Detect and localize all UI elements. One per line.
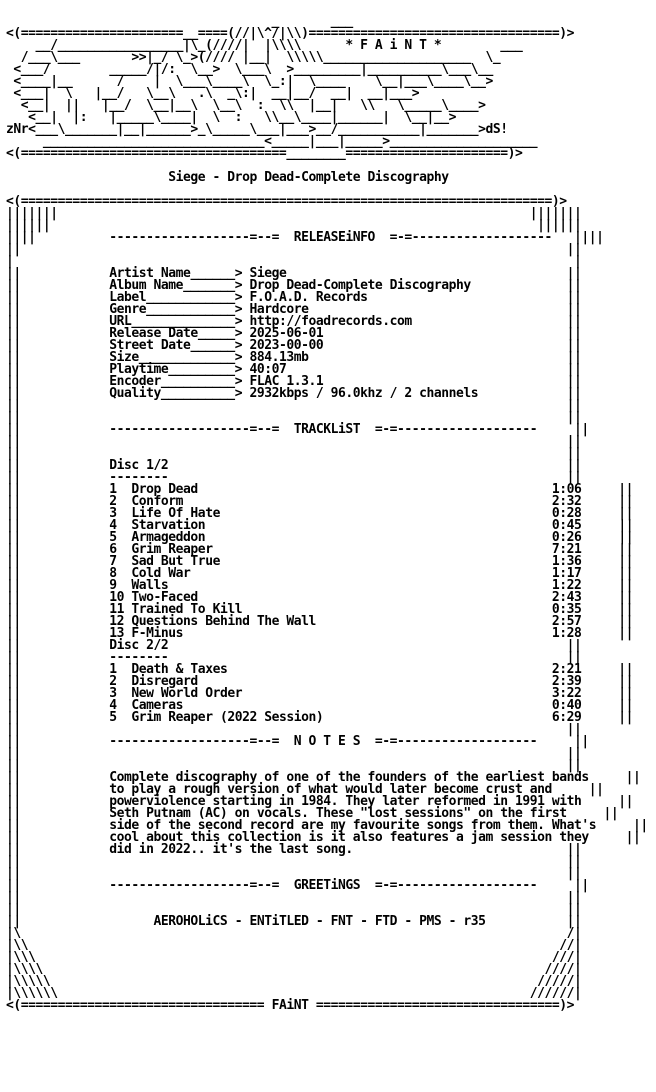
info-leader: __________> bbox=[160, 374, 250, 389]
ascii-decoration: || bbox=[6, 650, 58, 665]
info-value: 40:07 bbox=[249, 362, 287, 377]
ascii-decoration: || bbox=[581, 566, 634, 581]
ascii-decoration: || bbox=[6, 662, 58, 677]
ascii-decoration: /////| bbox=[529, 974, 582, 989]
ascii-decoration: || bbox=[6, 290, 58, 305]
track-title: Grim Reaper (2022 Session) bbox=[131, 710, 324, 725]
section-title-releaseinfo: RELEASEiNFO bbox=[293, 230, 375, 245]
track-title: Armageddon bbox=[131, 530, 206, 545]
ascii-decoration: //| bbox=[529, 938, 582, 953]
info-value: Drop Dead-Complete Discography bbox=[249, 278, 471, 293]
ascii-decoration: || bbox=[6, 854, 58, 869]
track-number: 6 bbox=[109, 542, 132, 557]
ascii-decoration: || bbox=[581, 578, 634, 593]
track-number: 1 bbox=[109, 662, 132, 677]
track-time: 1:36 bbox=[551, 554, 582, 569]
track-number: 4 bbox=[109, 518, 132, 533]
ascii-decoration: || bbox=[6, 434, 58, 449]
notes-text: powerviolence starting in 1984. They later reformed in 1991 with bbox=[109, 794, 582, 809]
ascii-decoration: || bbox=[6, 278, 58, 293]
track-title: Sad But True bbox=[131, 554, 220, 569]
ascii-decoration: || bbox=[537, 878, 589, 893]
track-time: 0:40 bbox=[551, 698, 582, 713]
track-number: 7 bbox=[109, 554, 132, 569]
ascii-decoration: || bbox=[6, 266, 58, 281]
notes-text: to play a rough version of what would later become crust and bbox=[109, 782, 552, 797]
ascii-decoration: || bbox=[6, 746, 58, 761]
section-rule: -------------------=--= bbox=[109, 734, 294, 749]
notes-text: cool about this collection is it also features a jam session they bbox=[109, 830, 589, 845]
ascii-decoration: || bbox=[6, 674, 58, 689]
ascii-decoration: |\\\\ bbox=[6, 962, 58, 977]
track-number: 12 bbox=[109, 614, 132, 629]
ascii-decoration: || bbox=[6, 506, 58, 521]
info-leader: __________> bbox=[160, 386, 250, 401]
ascii-decoration: || bbox=[581, 518, 634, 533]
track-title: New World Order bbox=[131, 686, 243, 701]
ascii-decoration: || bbox=[6, 842, 58, 857]
ascii-decoration: | bbox=[6, 254, 58, 269]
ascii-decoration: || bbox=[529, 350, 582, 365]
logo-art: <____|__ / | \___\____\ \_:| \____ \__|___\____\__> bbox=[6, 74, 508, 89]
ascii-decoration: || bbox=[581, 614, 634, 629]
ascii-decoration: || bbox=[6, 494, 58, 509]
info-label: Street Date bbox=[109, 338, 191, 353]
info-label: Size bbox=[109, 350, 139, 365]
ascii-decoration: || bbox=[529, 746, 582, 761]
track-number: 1 bbox=[109, 482, 132, 497]
ascii-decoration: || bbox=[566, 806, 619, 821]
ascii-decoration: || bbox=[6, 398, 58, 413]
track-time: 1:28 bbox=[551, 626, 582, 641]
track-title: F-Minus bbox=[131, 626, 184, 641]
logo-art: __/_________________|\_(////| |\\\\ * F A i N T * ___ bbox=[6, 38, 552, 53]
track-title: Drop Dead bbox=[131, 482, 198, 497]
logo-art: zNr<___\_______|__|______>_\_____\___|___>__/___________|_______>dS! bbox=[6, 122, 508, 137]
ascii-decoration: || bbox=[529, 374, 582, 389]
track-title: Starvation bbox=[131, 518, 206, 533]
release-title: Siege - Drop Dead-Complete Discography bbox=[168, 170, 449, 185]
spacer bbox=[264, 998, 271, 1013]
ascii-decoration: || bbox=[529, 638, 582, 653]
ascii-decoration: |\\ bbox=[6, 938, 58, 953]
ascii-decoration: || bbox=[6, 530, 58, 545]
ascii-decoration: || bbox=[6, 302, 58, 317]
track-title: Questions Behind The Wall bbox=[131, 614, 316, 629]
track-title: Two-Faced bbox=[131, 590, 198, 605]
track-time: 0:35 bbox=[551, 602, 582, 617]
ascii-decoration: |\ bbox=[6, 926, 58, 941]
ascii-decoration: || bbox=[6, 686, 58, 701]
ascii-decoration: || bbox=[6, 602, 58, 617]
ascii-decoration: |||||| bbox=[529, 218, 582, 233]
track-time: 3:22 bbox=[551, 686, 582, 701]
ascii-decoration: ||||||| bbox=[6, 206, 58, 221]
ascii-decoration: || bbox=[6, 542, 58, 557]
frame-bottom-border: <(================================= bbox=[6, 998, 265, 1013]
track-time: 2:32 bbox=[551, 494, 582, 509]
ascii-decoration: ///| bbox=[529, 950, 582, 965]
info-label: Playtime bbox=[109, 362, 169, 377]
track-time: 2:39 bbox=[551, 674, 582, 689]
ascii-decoration: || bbox=[6, 890, 58, 905]
ascii-decoration: || bbox=[6, 242, 58, 257]
info-label: Artist Name bbox=[109, 266, 191, 281]
logo-art: <(======================__====(//|\^/|\\)==================================)> bbox=[6, 26, 575, 41]
ascii-decoration: || bbox=[529, 398, 582, 413]
ascii-decoration: || bbox=[6, 902, 58, 917]
track-number: 2 bbox=[109, 674, 132, 689]
ascii-decoration: || bbox=[529, 434, 582, 449]
info-value: http://foadrecords.com bbox=[249, 314, 412, 329]
info-leader: ____________> bbox=[146, 302, 250, 317]
ascii-decoration: || bbox=[581, 590, 634, 605]
logo-art: /___\___ >>|_/ \_>(//// |__| \\\\\____________________ \_ bbox=[6, 50, 538, 65]
ascii-decoration: || bbox=[529, 446, 582, 461]
ascii-decoration: || bbox=[6, 818, 58, 833]
ascii-decoration: || bbox=[529, 854, 582, 869]
ascii-decoration: || bbox=[6, 458, 58, 473]
disc-title: Disc 1/2 bbox=[109, 458, 169, 473]
ascii-decoration: || bbox=[6, 878, 58, 893]
ascii-decoration: || bbox=[529, 362, 582, 377]
logo-art: <___/ _____/|/: \__> \___\ >_________|__________\___\__ bbox=[6, 62, 530, 77]
ascii-decoration: || bbox=[529, 722, 582, 737]
ascii-decoration: || bbox=[537, 734, 589, 749]
disc-title: Disc 2/2 bbox=[109, 638, 169, 653]
section-rule: =-=------------------- bbox=[374, 230, 552, 245]
ascii-decoration: || bbox=[581, 626, 634, 641]
info-value: 2025-06-01 bbox=[249, 326, 324, 341]
ascii-decoration: || bbox=[6, 482, 58, 497]
ascii-decoration: || bbox=[6, 830, 58, 845]
section-title-greetings: GREETiNGS bbox=[293, 878, 361, 893]
notes-text: side of the second record are my favourite songs from them. What's bbox=[109, 818, 597, 833]
info-value: 884.13mb bbox=[249, 350, 309, 365]
track-number: 8 bbox=[109, 566, 132, 581]
frame-bottom-border: =================================)> bbox=[315, 998, 575, 1013]
info-label: Encoder bbox=[109, 374, 161, 389]
ascii-decoration: || bbox=[6, 794, 58, 809]
track-title: Grim Reaper bbox=[131, 542, 213, 557]
ascii-decoration: || bbox=[529, 278, 582, 293]
track-title: Life Of Hate bbox=[131, 506, 220, 521]
ascii-decoration: || bbox=[529, 842, 582, 857]
info-leader: _________> bbox=[168, 362, 250, 377]
track-title: Cold War bbox=[131, 566, 191, 581]
section-rule: =-=------------------- bbox=[360, 734, 538, 749]
ascii-decoration: || bbox=[529, 386, 582, 401]
ascii-decoration: || bbox=[529, 650, 582, 665]
track-number: 2 bbox=[109, 494, 132, 509]
ascii-decoration: || bbox=[529, 890, 582, 905]
track-number: 13 bbox=[109, 626, 132, 641]
ascii-decoration: || bbox=[529, 326, 582, 341]
ascii-decoration: || bbox=[581, 686, 634, 701]
track-title: Disregard bbox=[131, 674, 198, 689]
ascii-decoration: || bbox=[581, 494, 634, 509]
track-time: 0:45 bbox=[551, 518, 582, 533]
track-time: 1:22 bbox=[551, 578, 582, 593]
ascii-decoration: || bbox=[6, 578, 58, 593]
info-leader: ______> bbox=[190, 338, 250, 353]
ascii-decoration: || bbox=[529, 866, 582, 881]
ascii-decoration: || bbox=[529, 410, 582, 425]
track-time: 0:26 bbox=[551, 530, 582, 545]
track-time: 6:29 bbox=[551, 710, 582, 725]
ascii-decoration: || bbox=[529, 458, 582, 473]
track-number: 4 bbox=[109, 698, 132, 713]
ascii-decoration: || bbox=[6, 866, 58, 881]
ascii-decoration: || bbox=[588, 830, 641, 845]
ascii-decoration: /| bbox=[529, 926, 582, 941]
info-label: Genre bbox=[109, 302, 147, 317]
track-time: 2:43 bbox=[551, 590, 582, 605]
notes-text: Seth Putnam (AC) on vocals. These "lost sessions" on the first bbox=[109, 806, 567, 821]
ascii-decoration: || bbox=[581, 698, 634, 713]
ascii-decoration: || bbox=[6, 338, 58, 353]
info-leader: _____________> bbox=[138, 350, 250, 365]
ascii-decoration: || bbox=[529, 338, 582, 353]
info-leader: ______________> bbox=[131, 314, 250, 329]
ascii-decoration: || bbox=[6, 518, 58, 533]
disc-rule: -------- bbox=[109, 650, 169, 665]
logo-art-line bbox=[6, 148, 656, 160]
greetings-text: AEROHOLiCS - ENTiTLED - FNT - FTD - PMS - r35 bbox=[153, 914, 486, 929]
spacer bbox=[6, 170, 168, 185]
ascii-decoration: || bbox=[6, 614, 58, 629]
track-time: 7:21 bbox=[551, 542, 582, 557]
track-title: Death & Taxes bbox=[131, 662, 228, 677]
ascii-decoration: || bbox=[6, 422, 58, 437]
ascii-decoration: || bbox=[6, 350, 58, 365]
ascii-decoration: || bbox=[581, 674, 634, 689]
ascii-decoration: || bbox=[6, 806, 58, 821]
ascii-decoration: | bbox=[529, 254, 582, 269]
logo-art: ______________________________<_____|___|_____>____________________ bbox=[6, 134, 560, 149]
track-title: Cameras bbox=[131, 698, 184, 713]
ascii-decoration: |||| bbox=[6, 230, 58, 245]
section-rule: -------------------=--= bbox=[109, 422, 294, 437]
ascii-decoration: || bbox=[6, 734, 58, 749]
ascii-decoration: || bbox=[551, 782, 604, 797]
ascii-decoration: |\\\ bbox=[6, 950, 58, 965]
track-time: 0:28 bbox=[551, 506, 582, 521]
ascii-decoration: || bbox=[6, 386, 58, 401]
ascii-decoration: || bbox=[529, 902, 582, 917]
ascii-decoration: || bbox=[596, 818, 648, 833]
disc-rule: -------- bbox=[109, 470, 169, 485]
spacer bbox=[308, 998, 315, 1013]
section-rule: -------------------=--= bbox=[109, 878, 294, 893]
ascii-decoration: || bbox=[6, 914, 58, 929]
ascii-decoration: || bbox=[6, 554, 58, 569]
info-value: 2932kbps / 96.0khz / 2 channels bbox=[249, 386, 479, 401]
info-value: FLAC 1.3.1 bbox=[249, 374, 324, 389]
frame-bottom bbox=[6, 1000, 656, 1012]
info-label: Quality bbox=[109, 386, 161, 401]
ascii-decoration: || bbox=[6, 758, 58, 773]
ascii-decoration: || bbox=[581, 794, 634, 809]
release-title-line bbox=[6, 172, 656, 184]
footer-group-name: FAiNT bbox=[271, 998, 309, 1013]
ascii-decoration: || bbox=[6, 410, 58, 425]
section-title-notes: N O T E S bbox=[293, 734, 361, 749]
ascii-decoration: || bbox=[6, 698, 58, 713]
section-rule: =-=------------------- bbox=[360, 422, 538, 437]
track-number: 5 bbox=[109, 710, 132, 725]
track-title: Trained To Kill bbox=[131, 602, 243, 617]
ascii-decoration: || bbox=[6, 314, 58, 329]
ascii-decoration: || bbox=[529, 914, 582, 929]
ascii-decoration: || bbox=[6, 470, 58, 485]
ascii-decoration: || bbox=[529, 758, 582, 773]
section-rule: =-=------------------- bbox=[360, 878, 538, 893]
ascii-decoration: || bbox=[6, 770, 58, 785]
ascii-decoration: || bbox=[6, 710, 58, 725]
ascii-decoration: || bbox=[6, 326, 58, 341]
ascii-decoration: || bbox=[6, 782, 58, 797]
ascii-decoration: || bbox=[581, 482, 634, 497]
ascii-decoration: || bbox=[537, 422, 589, 437]
track-number: 11 bbox=[109, 602, 132, 617]
track-number: 10 bbox=[109, 590, 132, 605]
logo-art: <__| |: |_____\____| \ : \\__\____|______| \__|__> bbox=[6, 110, 501, 125]
track-number: 9 bbox=[109, 578, 132, 593]
track-number: 3 bbox=[109, 686, 132, 701]
section-title-tracklist: TRACKLiST bbox=[293, 422, 361, 437]
logo-art: <__| || |__/ \__|__\ \__\ : \\ |__| \\ \_____\____> bbox=[6, 98, 508, 113]
notes-text: Complete discography of one of the founders of the earliest bands bbox=[109, 770, 589, 785]
ascii-decoration: || bbox=[581, 710, 634, 725]
track-time: 1:17 bbox=[551, 566, 582, 581]
ascii-decoration: || bbox=[6, 722, 58, 737]
ascii-decoration: || bbox=[529, 242, 582, 257]
ascii-decoration: || bbox=[529, 290, 582, 305]
ascii-decoration: || bbox=[581, 530, 634, 545]
info-leader: ____________> bbox=[146, 290, 250, 305]
track-time: 2:57 bbox=[551, 614, 582, 629]
ascii-decoration: || bbox=[6, 374, 58, 389]
info-value: Siege bbox=[249, 266, 287, 281]
ascii-decoration: || bbox=[6, 638, 58, 653]
ascii-decoration: |\\\\\\ bbox=[6, 986, 58, 1001]
notes-text: did in 2022.. it's the last song. bbox=[109, 842, 353, 857]
info-leader: _______> bbox=[183, 278, 250, 293]
ascii-decoration: || bbox=[529, 470, 582, 485]
ascii-decoration: || bbox=[6, 566, 58, 581]
info-label: Release Date bbox=[109, 326, 198, 341]
logo-art: <(====================================________======================)> bbox=[6, 146, 523, 161]
track-number: 5 bbox=[109, 530, 132, 545]
ascii-decoration: || bbox=[6, 626, 58, 641]
track-title: Walls bbox=[131, 578, 169, 593]
ascii-decoration: || bbox=[581, 542, 634, 557]
track-time: 2:21 bbox=[551, 662, 582, 677]
info-label: Label bbox=[109, 290, 147, 305]
logo-art: _ ___ bbox=[6, 14, 597, 29]
info-label: URL bbox=[109, 314, 132, 329]
ascii-decoration: || bbox=[529, 302, 582, 317]
info-leader: ______> bbox=[190, 266, 250, 281]
ascii-decoration: || bbox=[581, 554, 634, 569]
track-time: 1:06 bbox=[551, 482, 582, 497]
ascii-decoration: || bbox=[581, 506, 634, 521]
ascii-decoration: ////| bbox=[529, 962, 582, 977]
ascii-decoration: ||||||| bbox=[529, 206, 582, 221]
ascii-decoration: || bbox=[588, 770, 641, 785]
ascii-decoration: |\\\\\ bbox=[6, 974, 58, 989]
info-leader: _____> bbox=[197, 326, 250, 341]
info-value: Hardcore bbox=[249, 302, 309, 317]
ascii-decoration: || bbox=[581, 662, 634, 677]
ascii-decoration: |||||| bbox=[6, 218, 58, 233]
track-number: 3 bbox=[109, 506, 132, 521]
ascii-decoration: || bbox=[6, 362, 58, 377]
ascii-decoration: || bbox=[529, 266, 582, 281]
info-value: F.O.A.D. Records bbox=[249, 290, 368, 305]
info-label: Album Name bbox=[109, 278, 184, 293]
ascii-decoration: || bbox=[581, 602, 634, 617]
section-rule: -------------------=--= bbox=[109, 230, 294, 245]
logo-art: <___| \ |__/ \__\ .\ _\:| __|__/ __| __|___> bbox=[6, 86, 479, 101]
ascii-decoration: || bbox=[6, 446, 58, 461]
info-value: 2023-00-00 bbox=[249, 338, 324, 353]
track-title: Conform bbox=[131, 494, 184, 509]
ascii-decoration: || bbox=[529, 314, 582, 329]
ascii-decoration: //////| bbox=[529, 986, 582, 1001]
frame-top-border: <(========================================================================)> bbox=[6, 194, 567, 209]
ascii-decoration: |||| bbox=[551, 230, 604, 245]
ascii-decoration: || bbox=[6, 590, 58, 605]
